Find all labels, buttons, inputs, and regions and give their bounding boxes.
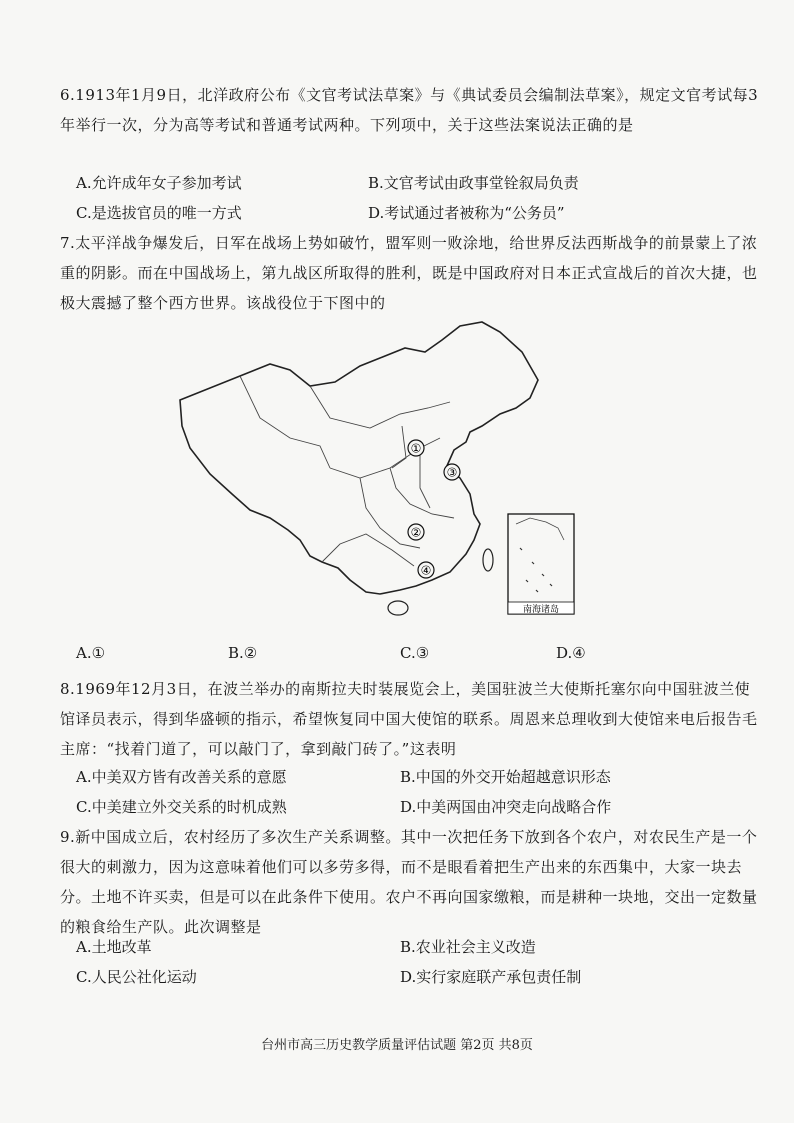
page-footer: 台州市高三历史教学质量评估试题 第2页 共8页	[261, 1038, 533, 1053]
option-b: B.中国的外交开始超越意识形态	[400, 768, 611, 786]
question-stem: 6.1913年1月9日，北洋政府公布《文官考试法草案》与《典试委员会编制法草案》，规定文官考试每3年举行一次，分为高等考试和普通考试两种。下列项中，关于这些法案说法正确的是	[60, 86, 759, 134]
china-map	[170, 318, 600, 628]
option-c: C.中美建立外交关系的时机成熟	[76, 798, 287, 816]
question-stem: 7.太平洋战争爆发后，日军在战场上势如破竹，盟军则一败涂地，给世界反法西斯战争的前景蒙上了浓重的阴影。而在中国战场上，第九战区所取得的胜利，既是中国政府对日本正式宣战后的首次大捷，也极大震撼了整个西方世界。该战役位于下图中的	[60, 234, 758, 312]
question-7	[60, 228, 760, 318]
question-6	[60, 80, 760, 140]
marker-2: ②	[410, 525, 422, 540]
marker-1: ①	[410, 441, 422, 456]
option-a: A.①	[76, 644, 106, 662]
option-b: B.农业社会主义改造	[400, 938, 536, 956]
option-d: D.④	[556, 644, 586, 662]
option-d: D.中美两国由冲突走向战略合作	[400, 798, 612, 816]
marker-4: ④	[420, 563, 432, 578]
marker-3: ③	[446, 465, 458, 480]
question-stem: 9.新中国成立后，农村经历了多次生产关系调整。其中一次把任务下放到各个农户，对农民生产是一个很大的刺激力，因为这意味着他们可以多劳多得，而不是眼看着把生产出来的东西集中，大家一块去分。土地不许买卖，但是可以在此条件下使用。农户不再向国家缴粮，而是耕种一块地，交出一定数量的粮食给生产队。此次调整是	[60, 828, 758, 936]
question-stem: 8.1969年12月3日，在波兰举办的南斯拉夫时装展览会上，美国驻波兰大使斯托塞尔向中国驻波兰使馆译员表示，得到华盛顿的指示，希望恢复同中国大使馆的联系。周恩来总理收到大使馆来电后报告毛主席：“找着门道了，可以敲门了，拿到敲门砖了。”这表明	[60, 680, 758, 758]
option-c: C.③	[400, 644, 430, 662]
option-d: D.考试通过者被称为“公务员”	[368, 204, 565, 222]
option-b: B.文官考试由政事堂铨叙局负责	[368, 174, 579, 192]
inset-label: 南海诸岛	[522, 605, 560, 615]
option-a: A.土地改革	[76, 938, 152, 956]
option-a: A.中美双方皆有改善关系的意愿	[76, 768, 287, 786]
question-9	[60, 822, 760, 942]
option-b: B.②	[228, 644, 258, 662]
option-c: C.是选拔官员的唯一方式	[76, 204, 242, 222]
option-d: D.实行家庭联产承包责任制	[400, 968, 582, 986]
option-a: A.允许成年女子参加考试	[76, 174, 242, 192]
option-c: C.人民公社化运动	[76, 968, 197, 986]
question-8	[60, 674, 760, 764]
china-map-outline	[170, 318, 600, 628]
